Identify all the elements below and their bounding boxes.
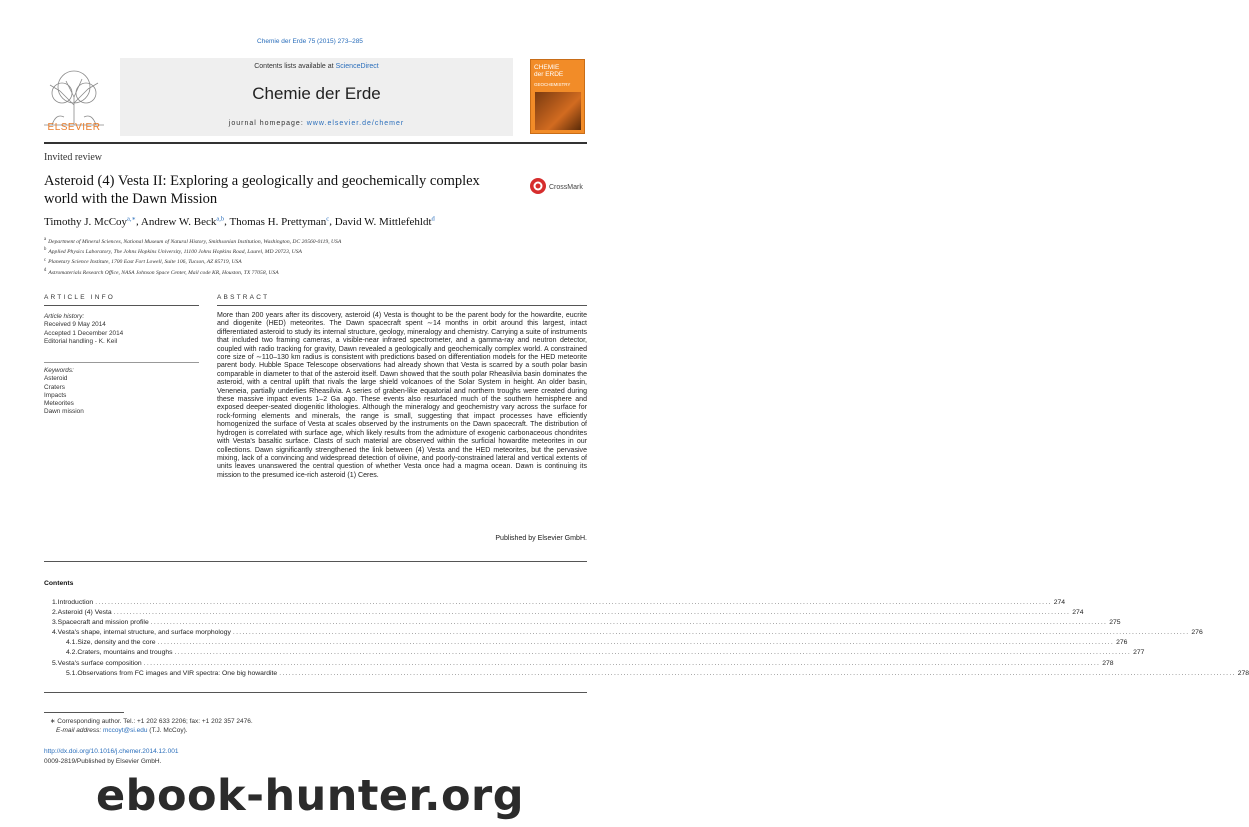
history-received: Received 9 May 2014 [44,321,106,329]
toc-entry[interactable]: 1. Introduction ............................................................................................................................................................................................................................................................................................................ 274 [52,599,1066,606]
toc-entry[interactable]: 5.1. Observations from FC images and VIR spectra: One big howardite ............................................................................................................................................................................................................................................................................................................ 278 [66,669,1249,677]
article-title: Asteroid (4) Vesta II: Exploring a geologically and geochemically complex world with the Dawn Mission [44,173,480,207]
keyword: Meteorites [44,400,74,408]
article-history: Article history: Received 9 May 2014 Accepted 1 December 2014 Editorial handling - K. Keil [44,313,199,346]
keywords: Keywords: Asteroid Craters Impacts Meteorites Dawn mission [44,367,199,417]
toc-entry[interactable]: 4.2. Craters, mountains and troughs ............................................................................................................................................................................................................................................................................................................ 277 [66,649,1145,657]
keywords-rule [44,362,199,363]
watermark: ebook-hunter.org [96,771,524,821]
journal-homepage: journal homepage: www.elsevier.de/chemer [228,120,405,127]
cover-title: CHEMIE der ERDE [534,64,564,78]
article-info-heading: ARTICLE INFO [44,294,116,301]
abstract-rule [217,305,587,306]
issn-line: 0009-2819/Published by Elsevier GmbH. [44,758,162,765]
crossmark-label: CrossMark [549,184,583,191]
keyword: Impacts [44,391,67,399]
toc-entry[interactable]: 3. Spacecraft and mission profile ............................................................................................................................................................................................................................................................................................................ 275 [52,619,1121,627]
contents-rule [44,692,587,693]
journal-reference[interactable]: Chemie der Erde 75 (2015) 273–285 [257,38,363,45]
doi-link[interactable]: http://dx.doi.org/10.1016/j.chemer.2014.12.001 [44,748,179,755]
keyword: Craters [44,383,65,391]
toc-entry[interactable]: 4.1. Size, density and the core ............................................................................................................................................................................................................................................................................................................ 276 [66,639,1128,647]
affiliation: $^b$ Applied Physics Laboratory, The Johns Hopkins University, 11100 Johns Hopkins Road, Laurel, MD 20723, USA [44,247,302,256]
toc-entry[interactable]: 5. Vesta's surface composition ............................................................................................................................................................................................................................................................................................................ 278 [52,659,1114,667]
affiliation: $^d$ Astromaterials Research Office, NASA Johnson Space Center, Mail code KR, Houston, TX 77058, USA [44,267,279,276]
journal-cover [530,59,585,134]
toc-entry[interactable]: 4. Vesta's shape, internal structure, and surface morphology ............................................................................................................................................................................................................................................................................................................ 276 [52,629,1203,637]
contents-heading: Contents [44,580,74,587]
author: Thomas H. Prettyman$^c$ [229,215,330,228]
history-editorial: Editorial handling - K. Keil [44,337,118,345]
journal-name: Chemie der Erde [252,84,381,103]
abstract-publisher: Published by Elsevier GmbH. [495,535,587,542]
abstract-text: More than 200 years after its discovery, asteroid (4) Vesta is thought to be the parent body for the howardite, eucrite and diogenite (HED) meteorites. The Dawn spacecraft spent ∼14 months in orbit around this largest, intact differentiated asteroid to study its internal structure, geology, mineralogy and chemistry. Carrying a suite of instruments that included two framing cameras, a visible-near infrared spectrometer, and a gamma-ray and neutron detector, coupled with radio tracking for gravity, Dawn revealed a geologically and geochemically complex world. A constrained core size of ∼110–130 km radius is consistent with predictions based on differentiation models for the HED meteorite parent body. Hubble Space Telescope observations had already shown that Vesta is scarred by a south polar basin comparable in diameter to that of the asteroid itself. Dawn showed that the south polar Rheasilvia basin dominates the asteroid, with a central uplift that rivals the large shield volcanoes of the Solar System in height. An older basin, Veneneia, partially underlies Rheasilvia. A series of graben-like equatorial and northern troughs were created during these massive impact events 1–2 Ga ago. These events also resurfaced much of the southern hemisphere and exposed deeper-seated diogenitic lithologies. Although the mineralogy and geochemistry vary across the surface for rock-forming elements and minerals, the range is small, suggesting that impact processes have efficiently homogenized the surface of Vesta at scales observed by the instruments on the Dawn spacecraft. The distribution of hydrogen is correlated with surface age, which likely results from the admixture of exogenic carbonaceous chondrites with Vesta's basaltic surface. Clasts of such material are observed within the surficial howardite meteorites in our collections. Dawn significantly strengthened the link between (4) Vesta and the HED meteorites, but the pervasive mixing, lack of a convincing and widespread detection of olivine, and poorly-constrained lateral and vertical extents of units leaves unanswered the central question of whether Vesta once had a magma ocean. Dawn is continuing its mission to the presumed ice-rich asteroid (1) Ceres. [217,312,587,479]
crossmark-badge[interactable] [528,176,592,196]
homepage-link[interactable]: www.elsevier.de/chemer [306,120,405,127]
corresponding-author: ∗ Corresponding author. Tel.: +1 202 633 2206; fax: +1 202 357 2476. [50,718,253,725]
author: David W. Mittlefehldt$^d$ [334,215,435,228]
header-rule [44,142,587,144]
article-type: Invited review [44,152,103,163]
sciencedirect-link[interactable]: ScienceDirect [335,63,379,70]
keyword: Dawn mission [44,408,84,416]
contents-available: Contents lists available at ScienceDirect [254,63,379,70]
history-accepted: Accepted 1 December 2014 [44,329,124,337]
article-info-rule [44,305,199,306]
affiliation: $^c$ Planetary Science Institute, 1700 East Fort Lowell, Suite 106, Tucson, AZ 85719, USA [44,257,242,266]
toc-entry[interactable]: 2. Asteroid (4) Vesta ............................................................................................................................................................................................................................................................................................................ 274 [52,609,1084,617]
affiliation-list [44,236,589,277]
email-link[interactable]: mccoyt@si.edu [102,726,148,734]
author: Andrew W. Beck$^{a,b}$ [140,215,225,228]
elsevier-wordmark: ELSEVIER [47,122,101,133]
affiliation: $^a$ Department of Mineral Sciences, National Museum of Natural History, Smithsonian Institution, Washington, DC 20560-0119, USA [44,237,342,245]
keyword: Asteroid [44,375,68,383]
abstract-end-rule [44,561,587,562]
abstract-heading: ABSTRACT [217,294,270,301]
footnote-rule [44,712,124,713]
author: Timothy J. McCoy$^{a,∗}$ [44,215,136,228]
author-list: Timothy J. McCoy$^{a,∗}$, Andrew W. Beck$^{a,b}$, Thomas H. Prettyman$^c$, David W. Mittlefehldt$^d$ [44,215,435,228]
cover-image [535,92,581,130]
footnote: ∗ Corresponding author. Tel.: +1 202 633 2206; fax: +1 202 357 2476. E-mail address: mccoyt@si.edu (T.J. McCoy). [50,718,590,735]
table-of-contents [44,598,1249,679]
cover-subtitle: GEOCHEMISTRY [534,82,571,87]
